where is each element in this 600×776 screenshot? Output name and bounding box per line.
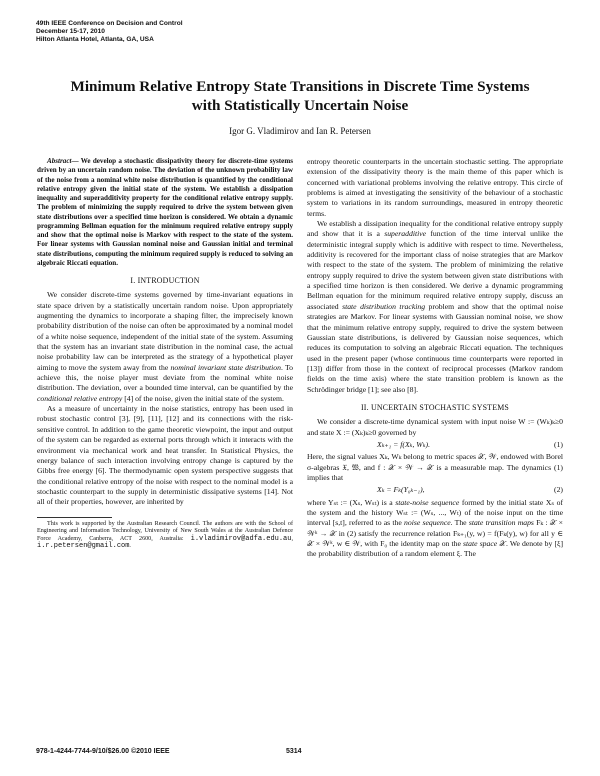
abstract-label: Abstract	[47, 157, 72, 165]
emphasis: conditional relative entropy	[37, 393, 123, 403]
right-column	[307, 157, 563, 560]
emphasis: state space	[463, 539, 498, 549]
text: 𝒳. We denote by [ξ] the probability distribution of a random element ξ. The	[307, 539, 564, 559]
paper-title	[40, 77, 560, 115]
footnote	[37, 521, 293, 551]
conference-name: 49th IEEE Conference on Decision and Control	[36, 20, 183, 27]
text: [4] of the noise, given the initial state of the system.	[122, 393, 284, 403]
intro-paragraph-4	[307, 219, 563, 395]
equation-2-body: Xₖ = Fₖ(Y₀ₖ₋₁),	[377, 485, 425, 495]
section-heading-intro: I. INTRODUCTION	[130, 276, 200, 285]
equation-1-number: (1)	[554, 439, 563, 449]
intro-paragraph-1	[37, 290, 293, 404]
intro-paragraph-3: entropy theoretic counterparts in the uncertain stochastic setting. The appropriate extension of the dissipativity theory is the main theme of this paper which is concerned with variational problems involving the relative entropy. This circle of problems is aimed at investigating the sensitivity of the behaviour of a stochastic system to variations in its random surroundings, measured in entropy theoretic terms.	[307, 157, 563, 218]
abstract-text: — We develop a stochastic dissipativity theory for discrete-time systems driven by an uncertain random noise. The deviation of the unknown probability law of the noise from a nominal white noise distribution is quantified by the conditional relative entropy given the initial state of the system. We establish a dissipation inequality and superadditivity property for the conditional relative entropy supply. The problem of minimizing the supply required to drive the system between given state distributions over a specified time horizon is considered. We obtain a dynamic programming Bellman equation for the minimum required relative entropy supply and show that the optimal noise is Markov with respect to the state of the system. For linear systems with Gaussian nominal noise and Gaussian initial and terminal state distributions, computing the minimum required supply is reduced to solving an algebraic Riccati equation.	[37, 157, 293, 267]
conference-header	[36, 20, 183, 44]
left-column	[37, 157, 293, 551]
text: We consider discrete-time systems governed by time-invariant equations in state space driven by a statistically uncertain random noise. Upon appropriately augmenting the dynamics to incorporate a shaping filter, the imprecisely known probability distribution of the noise can often be approximated by a nominal model of a white noise sequence, independent of the initial state of the system. Assuming that the system has an invariant state distribution in the nominal case, the actual noise probability law can be interpreted as the strategy of a hypothetical player aiming to move the system away from the	[37, 290, 293, 372]
equation-1-body: Xₖ₊₁ = f(Xₖ, Wₖ).	[377, 439, 430, 449]
section-heading-uncertain: II. UNCERTAIN STOCHASTIC SYSTEMS	[360, 402, 510, 412]
text: .	[129, 543, 131, 550]
email-link[interactable]: i.vladimirov@adfa.edu.au	[190, 534, 292, 543]
conference-dates: December 15-17, 2010	[36, 28, 105, 35]
equation-2-number: (2)	[554, 485, 563, 495]
abstract	[37, 157, 293, 268]
text: We establish a dissipation inequality for the conditional relative entropy supply and show that it is a	[307, 219, 563, 239]
emphasis: superadditive	[384, 229, 427, 239]
text: Fₖ : 𝒳 × 𝒲ᵏ → 𝒳 in (2) satisfy the recurrence relation Fₖ₊₁(y, w) = f(Fₖ(y), w) for all y ∈ 𝒳 × 𝒲ᵏ, w ∈ 𝒲, with F₀ the identity map on the	[307, 518, 563, 549]
equation-1	[307, 440, 563, 450]
section2-paragraph-3	[307, 498, 563, 560]
intro-paragraph-2: As a measure of uncertainty in the noise statistics, entropy has been used in robust stochastic control [3], [9], [11], [12] and its connections with the risk-sensitive control. In addition to the game theoretic viewpoint, the input and output of the system can be regarded as external ports through which it interacts with the environment via mechanical work and heat transfer. In Statistical Physics, the energy balance of such interaction involving entropy change is captured by the Gibbs free energy [6]. The thermodynamic open system perspective suggests that the conditional relative entropy of the noise with respect to the nominal model is a stochastic counterpart to the supply in deterministic dissipative systems [14]. Not all of their properties, however, are inherited by	[37, 404, 293, 507]
text: . To achieve this, the noise player must deviate from the nominal white noise distribution. The deviation, over a bounded time interval, can be quantified by the	[37, 362, 293, 393]
isbn-copyright: 978-1-4244-7744-9/10/$26.00 ©2010 IEEE	[36, 748, 170, 755]
emphasis: state transition maps	[468, 518, 534, 528]
authors: Igor G. Vladimirov and Ian R. Petersen	[229, 126, 371, 136]
footnote-text: This work is supported by the Australian Research Council. The authors are with the School of Engineering and Information Technology, University of New South Wales at the Australian Defence Force Academy, Canberra, ACT 2600, Australia:	[37, 520, 293, 542]
emphasis: noise sequence	[404, 518, 451, 528]
section2-paragraph-2: Here, the signal values Xₖ, Wₖ belong to metric spaces 𝒳, 𝒲, endowed with Borel σ-algebras 𝔛, 𝔚, and f : 𝒳 × 𝒲 → 𝒳 is a measurable map. The dynamics (1) implies that	[307, 452, 563, 482]
page-number: 5314	[286, 748, 302, 755]
text: where Yₛₜ := (Xₛ, Wₛₜ) is a	[307, 497, 396, 507]
title-line-1: Minimum Relative Entropy State Transitions in Discrete Time Systems	[70, 78, 530, 95]
emphasis: state-noise sequence	[395, 497, 460, 507]
emphasis: state distribution tracking	[342, 301, 426, 311]
equation-2	[307, 485, 563, 495]
email-link[interactable]: i.r.petersen@gmail.com	[37, 542, 130, 551]
text: . The	[450, 518, 469, 528]
text: problem and show that the optimal noise strategies are Markov. For linear systems with Gaussian nominal noise, we show that the minimum relative entropy supply, required to drive the system between Gaussian state distributions, is delivered by Gaussian noise sequences, which reduces its computation to solving an algebraic Riccati equation. The techniques used in the present paper (whose continuous time counterparts were reported in [13]) differ from those in the context of reciprocal processes (Markov random fields on the time axis) where the state transition problem is known as the Schrödinger bridge [1]; see also [8].	[307, 301, 563, 394]
separator: ,	[291, 535, 293, 542]
emphasis: nominal invariant state distribution	[170, 362, 281, 372]
conference-venue: Hilton Atlanta Hotel, Atlanta, GA, USA	[36, 36, 154, 43]
footnote-divider	[37, 517, 112, 518]
text: function of the time interval unlike the deterministic integral supply which is additive with respect to time. Nevertheless, additivity is recovered for the important class of noise strategies that are Markov with respect to the state of the system. The problem of minimizing the relative entropy supply required to drive the system between given state distributions with a specified time horizon is then considered. We derive a dynamic programming Bellman equation for the minimum required relative entropy supply, discuss an associated	[307, 229, 564, 311]
text: formed by the initial state Xₛ of the system and the history Wₛₜ := (Wₛ, ..., Wₜ) of the noise input on the time interval [s,t], referred to as the	[307, 497, 563, 528]
title-line-2: with Statistically Uncertain Noise	[191, 97, 409, 114]
section2-paragraph-1: We consider a discrete-time dynamical system with input noise W := (Wₖ)ₖ≥0 and state X := (Xₖ)ₖ≥0 governed by	[307, 417, 563, 437]
